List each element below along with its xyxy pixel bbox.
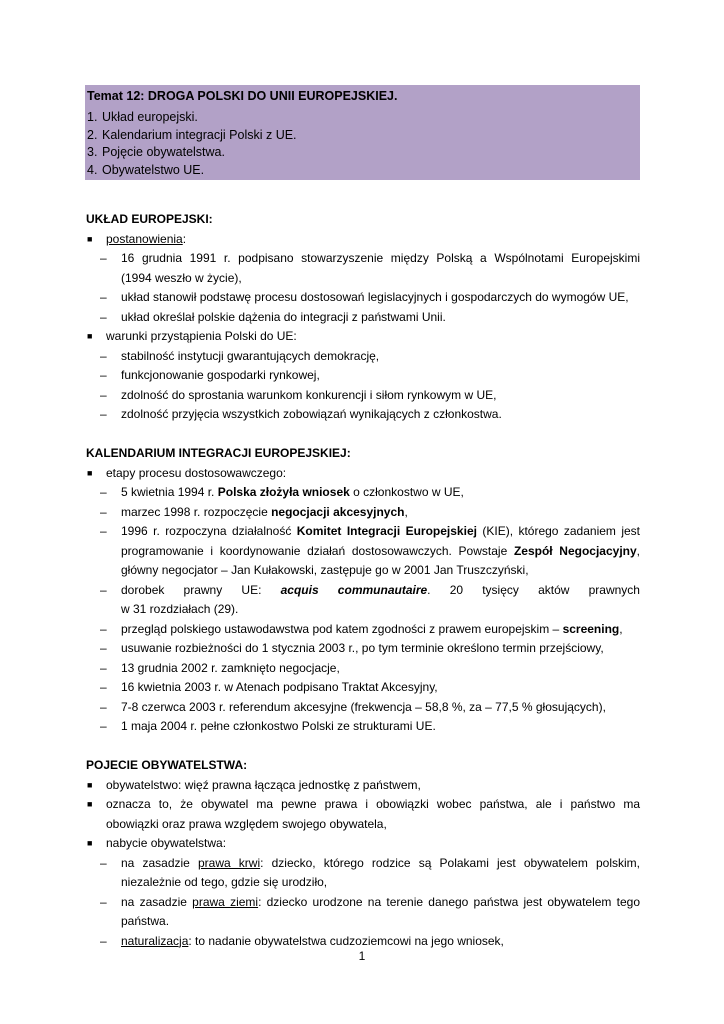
- dash-bullet-icon: –: [100, 719, 107, 733]
- dash-bullet-icon: –: [100, 407, 107, 421]
- topic-item: 3. Pojęcie obywatelstwa.: [87, 145, 225, 159]
- square-bullet-icon: ■: [87, 799, 93, 809]
- dash-bullet-icon: –: [100, 582, 107, 597]
- dash-bullet-icon: –: [100, 855, 107, 870]
- dash-item: – 16 kwietnia 2003 r. w Atenach podpisano Traktat Akcesyjny,: [86, 678, 640, 698]
- dash-bullet-icon: –: [100, 504, 107, 519]
- dash-item: – stabilność instytucji gwarantujących demokrację,: [86, 347, 640, 367]
- dash-item: – zdolność przyjęcia wszystkich zobowiązań wynikających z członkostwa.: [86, 405, 640, 425]
- dash-bullet-icon: –: [100, 309, 107, 324]
- dash-bullet-icon: –: [100, 933, 107, 948]
- section-heading-kalendarium: KALENDARIUM INTEGRACJI EUROPEJSKIEJ:: [86, 446, 351, 460]
- dash-item: – funkcjonowanie gospodarki rynkowej,: [86, 366, 640, 386]
- page-number: 1: [358, 949, 366, 963]
- dash-item: – na zasadzie prawa krwi: dziecko, którego rodzice są Polakami jest obywatelem polskim, niezależnie od tego, gdzie się urodziło,: [100, 855, 640, 889]
- topic-item: 2. Kalendarium integracji Polski z UE.: [87, 127, 297, 142]
- dash-item: – zdolność do sprostania warunkom konkurencji i siłom rynkowym w UE,: [86, 386, 640, 406]
- dash-bullet-icon: –: [100, 660, 107, 675]
- dash-bullet-icon: –: [100, 699, 107, 714]
- bullet-item: ■ oznacza to, że obywatel ma pewne prawa i obowiązki wobec państwa, ale i państwo ma obowiązki oraz prawa względem swojego obywatela,: [87, 797, 640, 831]
- topic-box: [85, 85, 640, 180]
- square-bullet-icon: ■: [87, 779, 93, 790]
- dash-bullet-icon: –: [100, 524, 107, 538]
- dash-item: – 7-8 czerwca 2003 r. referendum akcesyjne (frekwencja – 58,8 %, za – 77,5 % głosujących),: [86, 698, 640, 718]
- topic-list: [87, 109, 636, 179]
- topic-title: Temat 12: DROGA POLSKI DO UNII EUROPEJSKIEJ.: [87, 89, 398, 103]
- dash-item: – przegląd polskiego ustawodawstwa pod katem zgodności z prawem europejskim – screening,: [86, 620, 640, 640]
- dash-item: – 13 grudnia 2002 r. zamknięto negocjacje,: [86, 659, 640, 679]
- dash-bullet-icon: –: [100, 348, 107, 363]
- square-bullet-icon: ■: [87, 233, 93, 244]
- dash-item: – naturalizacja: to nadanie obywatelstwa cudzoziemcowi na jego wniosek,: [86, 932, 640, 952]
- dash-bullet-icon: –: [100, 621, 107, 636]
- dash-item: – 16 grudnia 1991 r. podpisano stowarzyszenie między Polską a Wspólnotami Europejskimi (1994 weszło w życie),: [100, 251, 640, 285]
- bullet-item: ■ postanowienia:: [86, 230, 640, 250]
- dash-item: – usuwanie rozbieżności do 1 stycznia 2003 r., po tym terminie określono termin przejściowy,: [86, 639, 640, 659]
- dash-item: – marzec 1998 r. rozpoczęcie negocjacji akcesyjnych,: [86, 503, 640, 523]
- document-body: [86, 210, 640, 951]
- square-bullet-icon: ■: [87, 838, 93, 848]
- dash-item: – układ stanowił podstawę procesu dostosowań legislacyjnych i gospodarczych do wymogów UE,: [86, 288, 640, 308]
- square-bullet-icon: ■: [87, 331, 93, 341]
- dash-item: – dorobek prawny UE: acquis communautaire. 20 tysięcy aktów prawnych w 31 rozdziałach (29).: [100, 582, 640, 616]
- bullet-item: ■ etapy procesu dostosowawczego:: [86, 464, 640, 484]
- dash-bullet-icon: –: [100, 387, 107, 402]
- bullet-item: ■ warunki przystąpienia Polski do UE:: [86, 327, 640, 347]
- dash-bullet-icon: –: [100, 485, 107, 499]
- dash-item: – 1 maja 2004 r. pełne członkostwo Polski ze strukturami UE.: [86, 717, 640, 737]
- dash-bullet-icon: –: [100, 290, 107, 304]
- dash-item: – na zasadzie prawa ziemi: dziecko urodzone na terenie danego państwa jest obywatelem tego państwa.: [100, 894, 640, 928]
- topic-item: 1. Układ europejski.: [87, 110, 198, 124]
- bullet-item: ■ obywatelstwo: więź prawna łącząca jednostkę z państwem,: [86, 776, 640, 796]
- dash-bullet-icon: –: [100, 368, 107, 382]
- dash-bullet-icon: –: [100, 641, 107, 655]
- square-bullet-icon: ■: [87, 467, 93, 478]
- section-heading-obywatelstwo: POJECIE OBYWATELSTWA:: [86, 758, 248, 772]
- dash-bullet-icon: –: [100, 894, 107, 909]
- dash-bullet-icon: –: [100, 251, 107, 265]
- topic-item: 4. Obywatelstwo UE.: [87, 162, 205, 177]
- section-heading-uklad: UKŁAD EUROPEJSKI:: [86, 212, 213, 226]
- dash-item: – układ określał polskie dążenia do integracji z państwami Unii.: [86, 308, 640, 328]
- dash-bullet-icon: –: [100, 680, 107, 694]
- bullet-item: ■ nabycie obywatelstwa:: [86, 834, 640, 854]
- dash-item: – 1996 r. rozpoczyna działalność Komitet Integracji Europejskiej (KIE), którego zadaniem jest programowanie i koordynowanie działań dostosowawczych. Powstaje Zespół Negocjacyjny, główny negocjator – Jan Kułakowski, zastępuje go w 2001 Jan Truszczyński,: [100, 524, 640, 577]
- dash-item: – 5 kwietnia 1994 r. Polska złożyła wniosek o członkostwo w UE,: [86, 483, 640, 503]
